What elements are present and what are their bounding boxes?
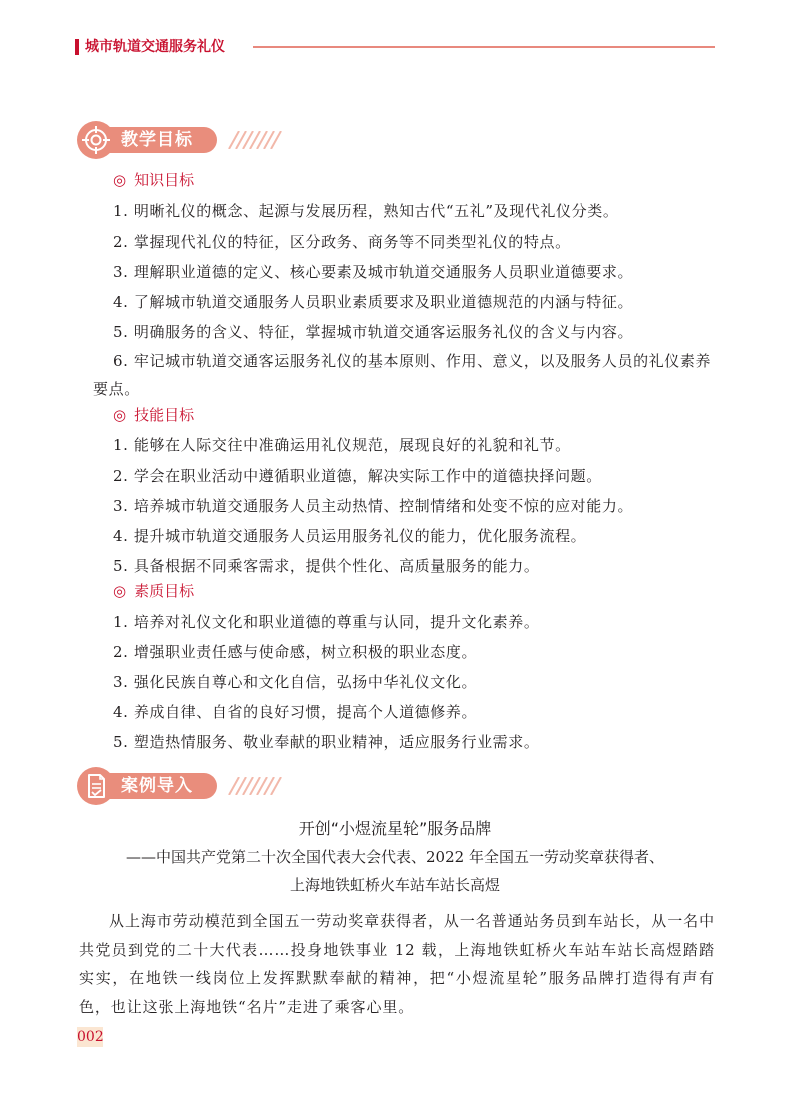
- decorative-hatch: [225, 777, 285, 795]
- list-item: 1. 明晰礼仪的概念、起源与发展历程，熟知古代“五礼”及现代礼仪分类。: [113, 202, 619, 220]
- page-number: 002: [77, 1029, 104, 1045]
- list-item: 5. 具备根据不同乘客需求，提供个性化、高质量服务的能力。: [113, 557, 540, 575]
- circle-mark-icon: ◎: [113, 171, 127, 189]
- document-icon: [77, 767, 115, 805]
- knowledge-goals-heading: ◎ 知识目标: [113, 171, 195, 189]
- list-item: 3. 理解职业道德的定义、核心要素及城市轨道交通服务人员职业道德要求。: [113, 263, 634, 281]
- quality-goals-heading: ◎ 素质目标: [113, 582, 195, 600]
- section-title: 案例导入: [121, 776, 193, 796]
- list-item: 4. 养成自律、自省的良好习惯，提高个人道德修养。: [113, 703, 478, 721]
- list-item: 3. 强化民族自尊心和文化自信，弘扬中华礼仪文化。: [113, 673, 478, 691]
- case-subtitle-line-2: 上海地铁虹桥火车站车站长高煜: [289, 876, 500, 894]
- list-item: 2. 增强职业责任感与使命感，树立积极的职业态度。: [113, 643, 478, 661]
- decorative-hatch: [225, 131, 285, 149]
- case-body: 从上海市劳动模范到全国五一劳动奖章获得者，从一名普通站务员到车站长，从一名中共党员到党的二十大代表……投身地铁事业 12 载，上海地铁虹桥火车站车站长高煜踏踏实实，在地铁一线岗位上发挥默默奉献的精神，把“小煜流星轮”服务品牌打造得有声有色，也让这张上海地铁“名片”走进了乘客心里。: [79, 912, 715, 1016]
- list-item: 6. 牢记城市轨道交通客运服务礼仪的基本原则、作用、意义，以及服务人员的礼仪素养要点。: [93, 352, 712, 398]
- section-case-intro: [77, 767, 287, 803]
- circle-mark-icon: ◎: [113, 582, 127, 600]
- list-item: 5. 明确服务的含义、特征，掌握城市轨道交通客运服务礼仪的含义与内容。: [113, 323, 634, 341]
- section-title: 教学目标: [121, 130, 193, 150]
- running-head-rule: [253, 46, 715, 48]
- list-item: 2. 学会在职业活动中遵循职业道德，解决实际工作中的道德抉择问题。: [113, 467, 602, 485]
- list-item: 2. 掌握现代礼仪的特征，区分政务、商务等不同类型礼仪的特点。: [113, 233, 571, 251]
- section-teaching-goals: [77, 121, 287, 157]
- list-item: 1. 培养对礼仪文化和职业道德的尊重与认同，提升文化素养。: [113, 613, 540, 631]
- list-item: 1. 能够在人际交往中准确运用礼仪规范，展现良好的礼貌和礼节。: [113, 436, 571, 454]
- target-icon: [77, 121, 115, 159]
- running-head: [75, 38, 715, 56]
- list-item: 5. 塑造热情服务、敬业奉献的职业精神，适应服务行业需求。: [113, 733, 540, 751]
- running-head-title: 城市轨道交通服务礼仪: [85, 39, 225, 55]
- running-head-bar: [75, 39, 79, 55]
- case-subtitle-line-1: ——中国共产党第二十次全国代表大会代表、2022 年全国五一劳动奖章获得者、: [126, 848, 664, 866]
- case-title: 开创“小煜流星轮”服务品牌: [298, 819, 492, 838]
- circle-mark-icon: ◎: [113, 406, 127, 424]
- list-item: 4. 提升城市轨道交通服务人员运用服务礼仪的能力，优化服务流程。: [113, 527, 587, 545]
- list-item: 4. 了解城市轨道交通服务人员职业素质要求及职业道德规范的内涵与特征。: [113, 293, 634, 311]
- skill-goals-heading: ◎ 技能目标: [113, 406, 195, 424]
- list-item: 3. 培养城市轨道交通服务人员主动热情、控制情绪和处变不惊的应对能力。: [113, 497, 634, 515]
